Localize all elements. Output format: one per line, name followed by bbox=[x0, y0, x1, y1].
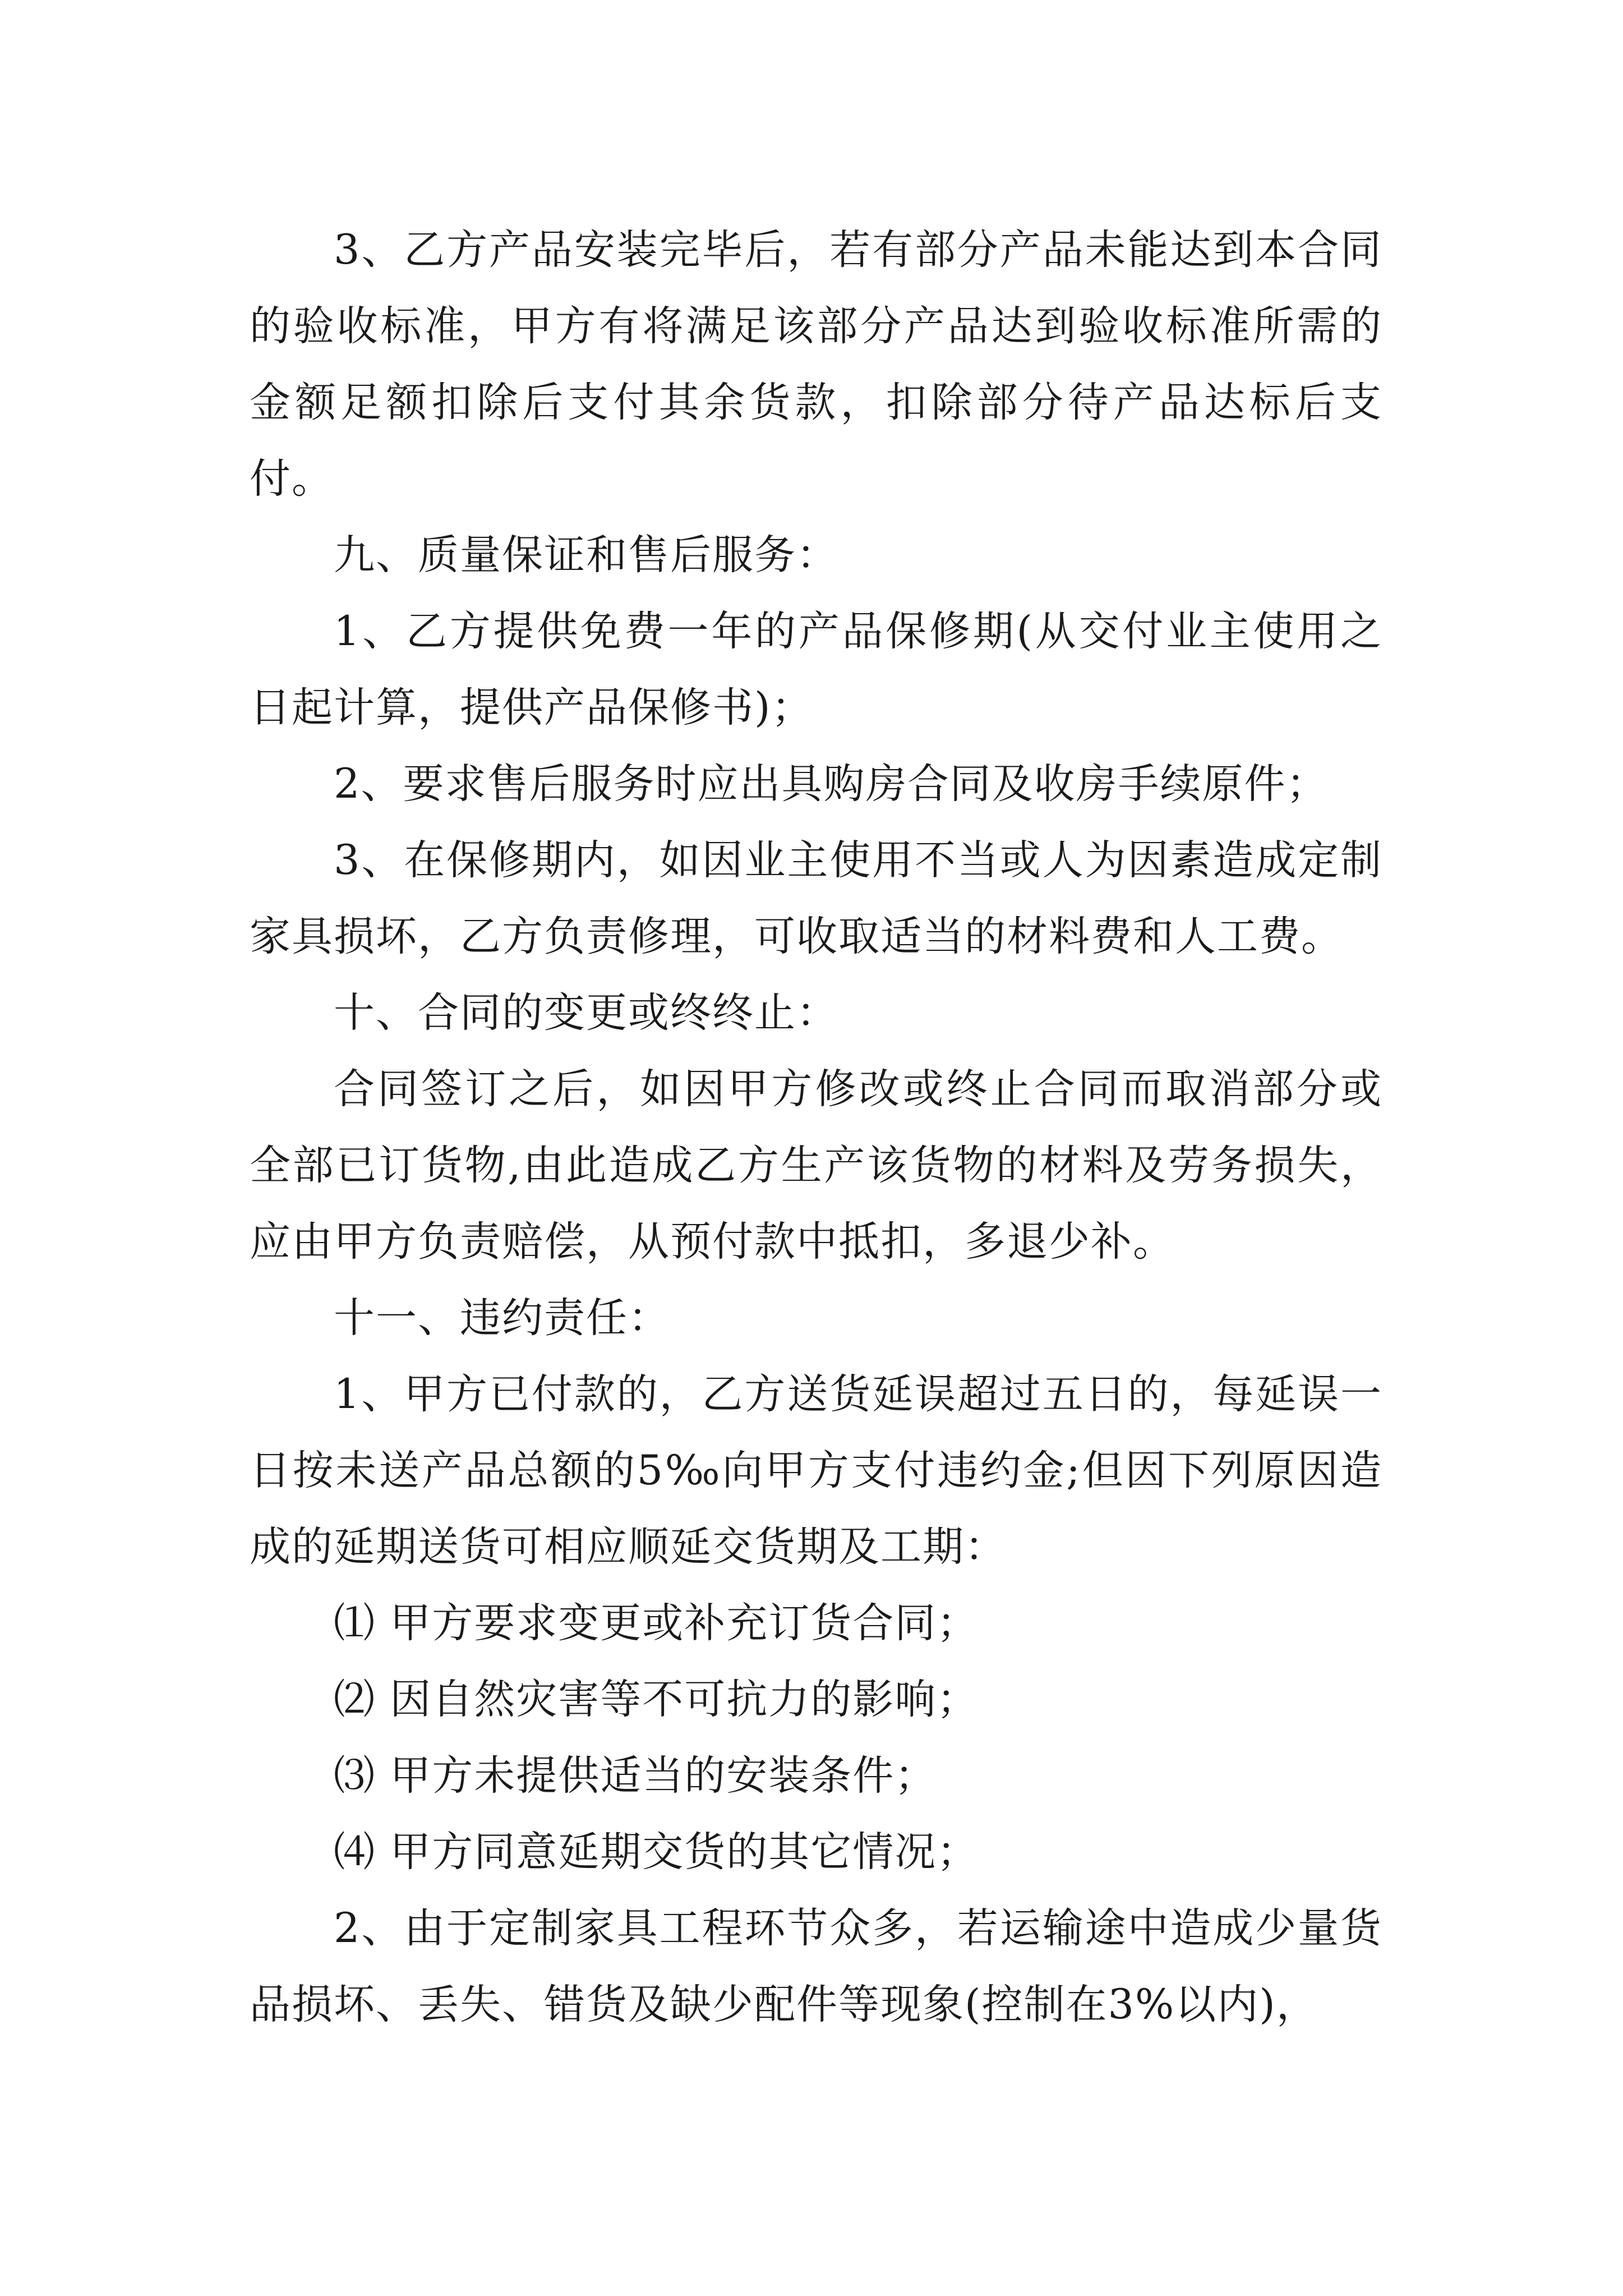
paragraph-acceptance-deduction: 3、乙方产品安装完毕后，若有部分产品未能达到本合同的验收标准，甲方有将满足该部分产品达到验收标准所需的金额足额扣除后支付其余货款，扣除部分待产品达标后支付。 bbox=[250, 226, 1382, 503]
list-item-delay-reason-2: ⑵ 因自然灾害等不可抗力的影响； bbox=[334, 1676, 979, 1723]
heading-breach-liability: 十一、违约责任： bbox=[334, 1294, 670, 1342]
list-item-delay-reason-4: ⑷ 甲方同意延期交货的其它情况； bbox=[334, 1828, 979, 1876]
paragraph-cancellation-compensation: 合同签订之后，如因甲方修改或终止合同而取消部分或全部已订货物,由此造成乙方生产该货物的材料及劳务损失，应由甲方负责赔偿，从预付款中抵扣，多退少补。 bbox=[250, 1065, 1382, 1266]
document-body bbox=[250, 212, 1382, 2043]
paragraph-after-sales-documents: 2、要求售后服务时应出具购房合同及收房手续原件； bbox=[334, 760, 1329, 808]
paragraph-delivery-delay-penalty: 1、甲方已付款的，乙方送货延误超过五日的，每延误一日按未送产品总额的5‰向甲方支付违约金;但因下列原因造成的延期送货可相应顺延交货期及工期： bbox=[250, 1370, 1382, 1571]
list-item-delay-reason-3: ⑶ 甲方未提供适当的安装条件； bbox=[334, 1752, 937, 1800]
paragraph-warranty-period: 1、乙方提供免费一年的产品保修期(从交付业主使用之日起计算，提供产品保修书)； bbox=[250, 608, 1382, 731]
heading-contract-change: 十、合同的变更或终终止： bbox=[334, 989, 838, 1037]
heading-quality-warranty: 九、质量保证和售后服务： bbox=[334, 531, 838, 579]
paragraph-repair-fees: 3、在保修期内，如因业主使用不当或人为因素造成定制家具损坏，乙方负责修理，可收取适当的材料费和人工费。 bbox=[250, 836, 1382, 960]
list-item-delay-reason-1: ⑴ 甲方要求变更或补充订货合同； bbox=[334, 1599, 979, 1647]
paragraph-transport-damage: 2、由于定制家具工程环节众多，若运输途中造成少量货品损坏、丢失、错货及缺少配件等现象(控制在3%以内)， bbox=[250, 1904, 1382, 2028]
